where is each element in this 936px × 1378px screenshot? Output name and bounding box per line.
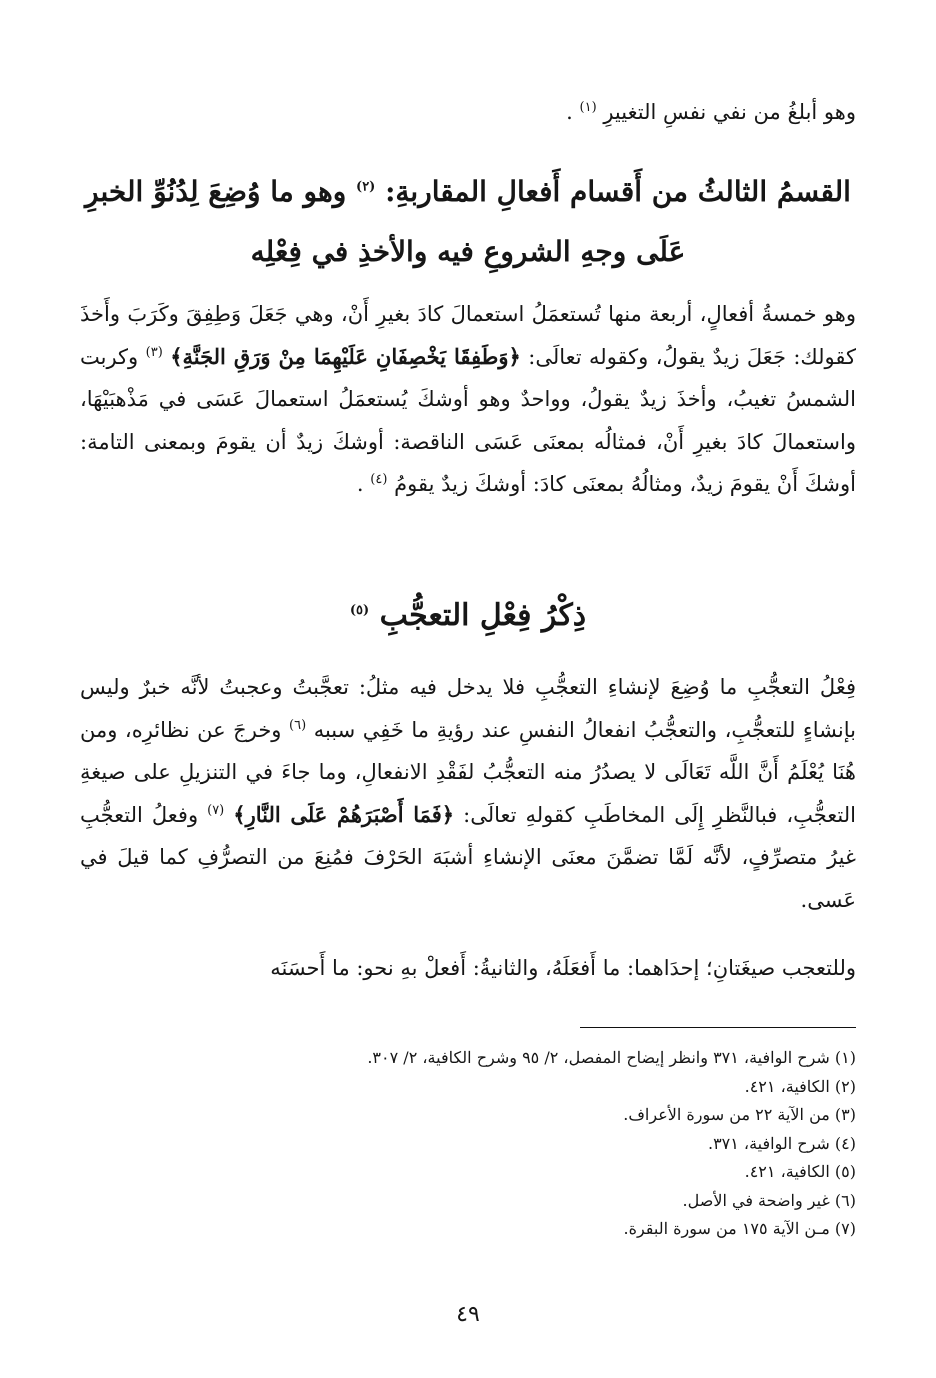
footnote-marker: (٥) bbox=[349, 603, 370, 618]
footnote-marker: (٧) bbox=[207, 802, 225, 818]
footnote-item: (٦) غير واضحة في الأصل. bbox=[682, 1190, 856, 1210]
quran-verse: ﴿وَطَفِقَا يَخْصِفَانِ عَلَيْهِمَا مِنْ وَرَقِ الجَنَّةِ﴾ bbox=[170, 343, 521, 369]
footnote-marker: (٣) bbox=[145, 344, 163, 360]
heading-part2: وهو ما وُضِعَ لِدُنُوِّ الخبرِ عَلَى وجهِ الشروعِ فيه والأخذِ في فِعْلِه bbox=[85, 175, 686, 268]
footnote-item: (٧) مـن الآية ١٧٥ من سورة البقرة. bbox=[623, 1219, 856, 1238]
footnote-item: (٣) من الآية ٢٢ من سورة الأعراف. bbox=[623, 1105, 856, 1124]
footnote-item: (٢) الكافية، ٤٢١. bbox=[744, 1076, 856, 1096]
section-heading bbox=[72, 162, 864, 282]
intro-line bbox=[80, 92, 856, 132]
subsection-heading bbox=[80, 588, 856, 644]
page-number: ٤٩ bbox=[456, 1302, 480, 1327]
subheading-text: ذِكْرُ فِعْلِ التعجُّبِ bbox=[379, 598, 587, 633]
footnote-item: (٤) شرح الوافية، ٣٧١. bbox=[707, 1133, 856, 1153]
paragraph-taajjub bbox=[80, 666, 856, 921]
para1-text1: وهو خمسةُ أفعالٍ، أربعة منها تُستعمَلُ استعمالَ كادَ بغيرِ أَنْ، وهي جَعَلَ وَطِفِقَ وكَرَبَ وأَخذَ كقولك: جَعَلَ زيدٌ يقولُ، وكقوله تعالَى: bbox=[80, 302, 856, 369]
paragraph-forms bbox=[80, 947, 856, 990]
para2-text3: وفعلُ التعجُّبِ غيرُ متصرِّفٍ، لأنَّه لَمَّا تضمَّنَ معنَى الإنشاءِ أشبَهَ الحَرْفَ فمُنِعَ من التصرُّفِ كما قيلَ في عَسى. bbox=[80, 802, 856, 912]
footnote-item: (١) شرح الوافية، ٣٧١ وانظر إيضاح المفصل، ٢/ ٩٥ وشرح الكافية، ٢/ ٣٠٧. bbox=[367, 1048, 856, 1067]
footnote-marker: (٢) bbox=[356, 179, 376, 195]
intro-text: وهو أبلغُ من نفي نفسِ التغييرِ bbox=[603, 100, 856, 124]
footnote-marker: (٤) bbox=[370, 472, 388, 487]
para2-text1: فِعْلُ التعجُّبِ ما وُضِعَ لإنشاءِ التعجُّبِ فلا يدخل فيه مثلُ: تعجَّبتُ وعجبتُ لأنَّه خبرٌ وليس بإنشاءٍ للتعجُّبِ، والتعجُّبُ انفعالُ النفسِ عند رؤيةِ ما خَفِي سببه bbox=[80, 675, 857, 742]
footnote-divider bbox=[580, 1027, 856, 1028]
quran-verse: ﴿فَمَا أَصْبَرَهُمْ عَلَى النَّارِ﴾ bbox=[233, 801, 455, 827]
footnotes bbox=[80, 1044, 856, 1244]
para2-text2: وخرجَ عن نظائرِه، ومن هُنَا يُعْلَمُ أَنَّ اللَّه تَعَالَى لا يصدُرُ منه التعجُّبُ لفَقْدِ الانفعالِ، وما جاءَ في التنزيلِ على صيغةِ التعجُّبِ، فبالنَّظرِ إِلَى المخاطَبِ كقولهِ تعالَى: bbox=[80, 717, 856, 827]
intro-end: . bbox=[566, 100, 573, 124]
para1-end: . bbox=[356, 472, 364, 496]
footnote-marker: (٦) bbox=[289, 717, 307, 733]
para3-text: وللتعجب صيغَتانِ؛ إحدَاهما: ما أَفعَلَهُ، والثانيةُ: أَفعلْ بهِ نحو: ما أَحسَنَه bbox=[270, 956, 856, 980]
paragraph-kada bbox=[80, 293, 856, 506]
para1-text2: وكربت الشمسُ تغيبُ، وأخذَ زيدٌ يقولُ، وواحدٌ وهو أوشكَ يُستعمَلُ استعمالَ عَسَى في مَذْهبَيْهَا، واستعمالَ كادَ بغيرِ أَنْ، فمثالُه بمعنَى عَسَى الناقصة: أوشكَ زيدٌ أن يقومَ وبمعنى التامة: أوشكَ أَنْ يقومَ زيدٌ، ومثالُهُ بمعنَى كادَ: أوشكَ زيدٌ يقومُ bbox=[80, 344, 856, 496]
footnote-item: (٥) الكافية، ٤٢١. bbox=[744, 1162, 856, 1181]
heading-part1: القسمُ الثالثُ من أَقسام أَفعالِ المقاربةِ: bbox=[385, 175, 851, 208]
footnote-marker: (١) bbox=[579, 100, 597, 115]
